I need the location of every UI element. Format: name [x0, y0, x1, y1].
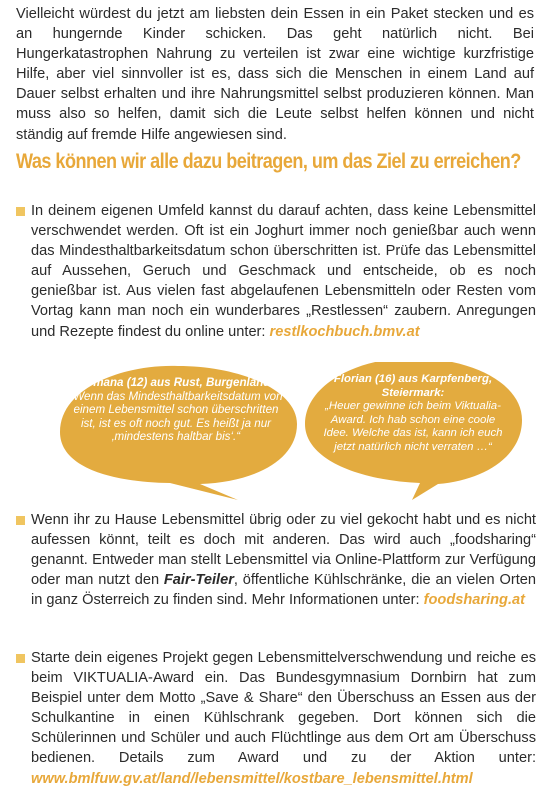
bullet-square-icon	[16, 207, 25, 216]
list-item-body: Starte dein eigenes Projekt gegen Lebensmittelverschwendung und reiche es beim VIKTUALIA-Award ein. Das Bundesgymnasium Dornbirn hat zum Beispiel unter dem Motto „Save & Share“ den Überschuss an Essen aus der Schulkantine in einen Kühlschrank gegeben. Dort können sich die Schülerinnen und Schüler und auch Flüchtlinge aus dem Ort am Überschuss bedienen. Details zum Award und zu der Aktion unter:	[31, 650, 536, 767]
bmlfuw-link[interactable]: www.bmlfuw.gv.at/land/lebensmittel/kostbare_lebensmittel.html	[31, 770, 473, 787]
list-item	[16, 510, 536, 610]
list-item	[16, 201, 536, 342]
list-item-body: , öffentliche Kühlschränke, die an vielen Orten in ganz Österreich zu finden sind. Mehr Informationen unter:	[31, 572, 536, 609]
list-item-text	[31, 201, 536, 342]
list-item-body: Wenn ihr zu Hause Lebensmittel übrig oder zu viel gekocht habt und es nicht aufessen könnt, teilt es doch mit anderen. Das wird auch „foodsharing“ genannt. Entweder man stellt Lebensmittel via Online-Plattform zur Verfügung oder man nutzt den	[31, 512, 536, 589]
bullet-square-icon	[16, 516, 25, 525]
quote-romana	[66, 376, 286, 444]
list-item-body: In deinem eigenen Umfeld kannst du darauf achten, dass keine Lebensmittel verschwendet werden. Oft ist ein Joghurt immer noch genießbar auch wenn das Mindesthaltbarkeitsdatum schon überschritten ist. Prüfe das Lebensmittel auf Aussehen, Geruch und Geschmack und entscheide, ob es noch genießbar ist. Aus vielen fast abgelaufenen Lebensmitteln oder Resten vom Vortag kann man noch ein wunderbares „Restlessen“ zaubern. Anregungen und Rezepte findest du online unter:	[31, 203, 536, 340]
quote-author: Romana (12) aus Rust, Burgenland:	[77, 376, 275, 389]
list-item-text	[31, 648, 536, 789]
quote-author: Florian (16) aus Karpfenberg, Steiermark:	[333, 373, 493, 399]
quote-florian	[318, 373, 508, 454]
fair-teiler-term: Fair-Teiler	[163, 572, 234, 589]
bullet-square-icon	[16, 654, 25, 663]
foodsharing-link[interactable]: foodsharing.at	[423, 592, 525, 609]
section-heading: Was können wir alle dazu beitragen, um das Ziel zu erreichen?	[16, 150, 521, 173]
list-item-text	[31, 510, 536, 610]
list-item	[16, 648, 536, 789]
restlkochbuch-link[interactable]: restlkochbuch.bmv.at	[269, 323, 420, 340]
quote-text: „Heuer gewinne ich beim Viktualia-Award. Ich hab schon eine coole Idee. Welche das ist, kann ich euch jetzt natürlich nicht verraten …“	[323, 400, 503, 453]
intro-paragraph: Vielleicht würdest du jetzt am liebsten dein Essen in ein Paket stecken und es an hungernde Kinder schicken. Das geht natürlich nicht. Bei Hungerkatastrophen Nahrung zu verteilen ist zwar eine wichtige kurzfristige Hilfe, aber viel sinnvoller ist es, dass sich die Menschen in einem Land auf Dauer selbst erhalten und ihre Nahrungsmittel selbst produzieren können. Man muss also so helfen, damit sich die Leute selbst helfen können und nicht ständig auf fremde Hilfe angewiesen sind.	[16, 6, 534, 143]
quote-text: „Wenn das Mindesthaltbarkeitsdatum von einem Lebensmittel schon überschritten ist, ist es oft noch gut. Es heißt ja nur ‚mindestens haltbar bis‘.“	[69, 389, 283, 443]
